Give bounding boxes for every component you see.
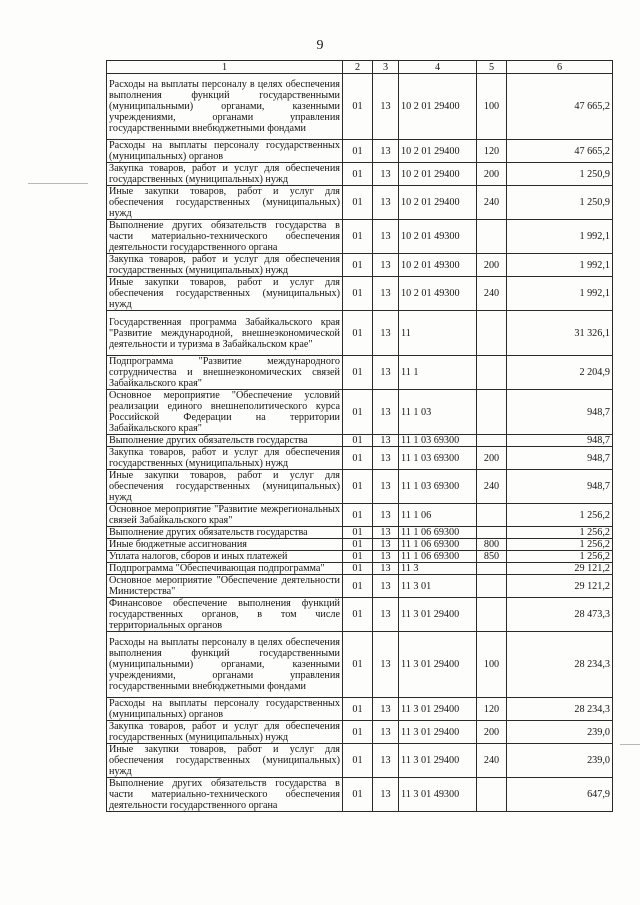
row-section-cell: 01 (343, 277, 373, 311)
row-section-cell: 01 (343, 744, 373, 778)
row-sum-cell: 948,7 (507, 447, 613, 470)
row-section-cell: 01 (343, 551, 373, 563)
row-subsection-cell: 13 (373, 140, 399, 163)
row-target-article-cell: 11 1 03 69300 (399, 435, 477, 447)
row-sum-cell: 1 992,1 (507, 254, 613, 277)
row-expense-type-cell: 120 (477, 698, 507, 721)
row-sum-cell: 948,7 (507, 390, 613, 435)
row-expense-type-cell: 200 (477, 721, 507, 744)
row-sum-cell: 29 121,2 (507, 575, 613, 598)
row-section-cell: 01 (343, 356, 373, 390)
row-name-cell: Государственная программа Забайкальского края "Развитие международной, внешнеэкономической деятельности и туризма в Забайкальском крае" (107, 311, 343, 356)
table-row (107, 575, 613, 598)
table-row (107, 447, 613, 470)
row-subsection-cell: 13 (373, 220, 399, 254)
row-subsection-cell: 13 (373, 390, 399, 435)
row-section-cell: 01 (343, 140, 373, 163)
row-expense-type-cell: 240 (477, 470, 507, 504)
row-section-cell: 01 (343, 539, 373, 551)
row-sum-cell: 31 326,1 (507, 311, 613, 356)
row-target-article-cell: 11 3 01 (399, 575, 477, 598)
row-sum-cell: 647,9 (507, 778, 613, 812)
row-sum-cell: 948,7 (507, 470, 613, 504)
row-expense-type-cell (477, 778, 507, 812)
table-row (107, 140, 613, 163)
row-section-cell: 01 (343, 163, 373, 186)
table-row (107, 632, 613, 698)
row-name-cell: Подпрограмма "Обеспечивающая подпрограмма" (107, 563, 343, 575)
row-sum-cell: 1 992,1 (507, 277, 613, 311)
table-row (107, 470, 613, 504)
row-target-article-cell: 11 3 01 49300 (399, 778, 477, 812)
row-target-article-cell: 11 (399, 311, 477, 356)
row-subsection-cell: 13 (373, 470, 399, 504)
scan-mark-left (28, 183, 88, 184)
header-col-target-article: 4 (399, 61, 477, 74)
header-row (107, 61, 613, 74)
row-sum-cell: 1 250,9 (507, 186, 613, 220)
table-row (107, 74, 613, 140)
budget-table (106, 60, 613, 812)
row-sum-cell: 47 665,2 (507, 74, 613, 140)
row-subsection-cell: 13 (373, 632, 399, 698)
table-row (107, 598, 613, 632)
table-row (107, 163, 613, 186)
header-col-sum: 6 (507, 61, 613, 74)
row-sum-cell: 1 250,9 (507, 163, 613, 186)
table-row (107, 254, 613, 277)
row-subsection-cell: 13 (373, 74, 399, 140)
row-sum-cell: 239,0 (507, 721, 613, 744)
row-section-cell: 01 (343, 632, 373, 698)
row-section-cell: 01 (343, 698, 373, 721)
row-expense-type-cell: 240 (477, 277, 507, 311)
row-target-article-cell: 11 3 01 29400 (399, 744, 477, 778)
row-name-cell: Основное мероприятие "Развитие межрегиональных связей Забайкальского края" (107, 504, 343, 527)
row-sum-cell: 948,7 (507, 435, 613, 447)
header-col-section: 2 (343, 61, 373, 74)
row-sum-cell: 28 234,3 (507, 632, 613, 698)
row-section-cell: 01 (343, 447, 373, 470)
row-expense-type-cell: 200 (477, 163, 507, 186)
table-row (107, 220, 613, 254)
table-row (107, 504, 613, 527)
table-row (107, 539, 613, 551)
row-expense-type-cell (477, 390, 507, 435)
table-row (107, 551, 613, 563)
row-subsection-cell: 13 (373, 698, 399, 721)
row-name-cell: Иные бюджетные ассигнования (107, 539, 343, 551)
row-subsection-cell: 13 (373, 778, 399, 812)
header-col-expense-type: 5 (477, 61, 507, 74)
row-target-article-cell: 11 1 06 69300 (399, 551, 477, 563)
table-row (107, 527, 613, 539)
row-subsection-cell: 13 (373, 721, 399, 744)
row-expense-type-cell: 100 (477, 632, 507, 698)
table-row (107, 744, 613, 778)
row-section-cell: 01 (343, 778, 373, 812)
row-section-cell: 01 (343, 186, 373, 220)
row-target-article-cell: 11 1 06 (399, 504, 477, 527)
row-subsection-cell: 13 (373, 435, 399, 447)
row-target-article-cell: 10 2 01 29400 (399, 140, 477, 163)
row-expense-type-cell: 120 (477, 140, 507, 163)
row-section-cell: 01 (343, 575, 373, 598)
row-expense-type-cell: 240 (477, 186, 507, 220)
row-sum-cell: 28 473,3 (507, 598, 613, 632)
row-section-cell: 01 (343, 254, 373, 277)
row-name-cell: Расходы на выплаты персоналу в целях обеспечения выполнения функций государственными (муниципальными) органами, казенными учреждениями, органами управления государственными внебюджетными фондами (107, 74, 343, 140)
row-target-article-cell: 10 2 01 29400 (399, 186, 477, 220)
row-name-cell: Расходы на выплаты персоналу государственных (муниципальных) органов (107, 140, 343, 163)
table-row (107, 721, 613, 744)
row-target-article-cell: 11 1 06 69300 (399, 539, 477, 551)
row-target-article-cell: 11 1 (399, 356, 477, 390)
row-expense-type-cell (477, 563, 507, 575)
row-subsection-cell: 13 (373, 598, 399, 632)
row-subsection-cell: 13 (373, 575, 399, 598)
row-target-article-cell: 11 1 06 69300 (399, 527, 477, 539)
row-section-cell: 01 (343, 504, 373, 527)
row-section-cell: 01 (343, 74, 373, 140)
table-row (107, 277, 613, 311)
table-row (107, 435, 613, 447)
row-expense-type-cell: 240 (477, 744, 507, 778)
row-name-cell: Уплата налогов, сборов и иных платежей (107, 551, 343, 563)
table-row (107, 186, 613, 220)
row-section-cell: 01 (343, 470, 373, 504)
row-expense-type-cell (477, 527, 507, 539)
row-name-cell: Иные закупки товаров, работ и услуг для обеспечения государственных (муниципальных) нужд (107, 470, 343, 504)
row-sum-cell: 29 121,2 (507, 563, 613, 575)
row-sum-cell: 1 256,2 (507, 527, 613, 539)
row-target-article-cell: 11 3 (399, 563, 477, 575)
row-target-article-cell: 11 1 03 69300 (399, 470, 477, 504)
row-sum-cell: 47 665,2 (507, 140, 613, 163)
row-expense-type-cell (477, 598, 507, 632)
table-row (107, 563, 613, 575)
row-section-cell: 01 (343, 390, 373, 435)
table-row (107, 311, 613, 356)
row-target-article-cell: 11 1 03 (399, 390, 477, 435)
row-name-cell: Подпрограмма "Развитие международного сотрудничества и внешнеэкономических связей Забайкальского края" (107, 356, 343, 390)
table-row (107, 778, 613, 812)
row-name-cell: Основное мероприятие "Обеспечение условий реализации единого внешнеполитического курса Российской Федерации на территории Забайкальского края" (107, 390, 343, 435)
row-sum-cell: 28 234,3 (507, 698, 613, 721)
row-section-cell: 01 (343, 311, 373, 356)
row-name-cell: Финансовое обеспечение выполнения функций государственных органов, в том числе территориальных органов (107, 598, 343, 632)
row-target-article-cell: 11 1 03 69300 (399, 447, 477, 470)
row-expense-type-cell: 200 (477, 254, 507, 277)
row-name-cell: Выполнение других обязательств государства (107, 527, 343, 539)
row-name-cell: Расходы на выплаты персоналу государственных (муниципальных) органов (107, 698, 343, 721)
row-subsection-cell: 13 (373, 563, 399, 575)
row-target-article-cell: 10 2 01 49300 (399, 254, 477, 277)
row-target-article-cell: 11 3 01 29400 (399, 698, 477, 721)
row-name-cell: Выполнение других обязательств государства в части материально-технического обеспечения деятельности государственного органа (107, 778, 343, 812)
row-sum-cell: 2 204,9 (507, 356, 613, 390)
row-subsection-cell: 13 (373, 163, 399, 186)
row-expense-type-cell (477, 311, 507, 356)
row-name-cell: Выполнение других обязательств государства в части материально-технического обеспечения деятельности государственного органа (107, 220, 343, 254)
row-target-article-cell: 11 3 01 29400 (399, 721, 477, 744)
row-sum-cell: 1 992,1 (507, 220, 613, 254)
row-name-cell: Иные закупки товаров, работ и услуг для обеспечения государственных (муниципальных) нужд (107, 277, 343, 311)
row-target-article-cell: 11 3 01 29400 (399, 632, 477, 698)
row-subsection-cell: 13 (373, 311, 399, 356)
row-subsection-cell: 13 (373, 504, 399, 527)
row-section-cell: 01 (343, 598, 373, 632)
row-name-cell: Закупка товаров, работ и услуг для обеспечения государственных (муниципальных) нужд (107, 254, 343, 277)
row-expense-type-cell (477, 504, 507, 527)
row-expense-type-cell: 800 (477, 539, 507, 551)
row-name-cell: Основное мероприятие "Обеспечение деятельности Министерства" (107, 575, 343, 598)
row-expense-type-cell: 200 (477, 447, 507, 470)
header-col-subsection: 3 (373, 61, 399, 74)
row-name-cell: Выполнение других обязательств государства (107, 435, 343, 447)
row-expense-type-cell (477, 435, 507, 447)
table-body (107, 74, 613, 812)
row-expense-type-cell (477, 575, 507, 598)
header-col-name: 1 (107, 61, 343, 74)
row-section-cell: 01 (343, 563, 373, 575)
row-target-article-cell: 10 2 01 29400 (399, 163, 477, 186)
row-target-article-cell: 10 2 01 29400 (399, 74, 477, 140)
row-subsection-cell: 13 (373, 254, 399, 277)
row-sum-cell: 1 256,2 (507, 539, 613, 551)
table-row (107, 698, 613, 721)
row-subsection-cell: 13 (373, 356, 399, 390)
row-expense-type-cell (477, 220, 507, 254)
row-target-article-cell: 10 2 01 49300 (399, 220, 477, 254)
row-expense-type-cell (477, 356, 507, 390)
row-subsection-cell: 13 (373, 744, 399, 778)
row-subsection-cell: 13 (373, 527, 399, 539)
row-expense-type-cell: 850 (477, 551, 507, 563)
row-subsection-cell: 13 (373, 551, 399, 563)
row-section-cell: 01 (343, 721, 373, 744)
table-row (107, 356, 613, 390)
row-expense-type-cell: 100 (477, 74, 507, 140)
row-name-cell: Закупка товаров, работ и услуг для обеспечения государственных (муниципальных) нужд (107, 163, 343, 186)
row-name-cell: Иные закупки товаров, работ и услуг для обеспечения государственных (муниципальных) нужд (107, 186, 343, 220)
row-section-cell: 01 (343, 220, 373, 254)
row-name-cell: Расходы на выплаты персоналу в целях обеспечения выполнения функций государственными (муниципальными) органами, казенными учреждениями, органами управления государственными внебюджетными фондами (107, 632, 343, 698)
row-sum-cell: 1 256,2 (507, 551, 613, 563)
row-subsection-cell: 13 (373, 539, 399, 551)
row-subsection-cell: 13 (373, 277, 399, 311)
row-name-cell: Закупка товаров, работ и услуг для обеспечения государственных (муниципальных) нужд (107, 721, 343, 744)
row-sum-cell: 239,0 (507, 744, 613, 778)
row-section-cell: 01 (343, 435, 373, 447)
row-name-cell: Закупка товаров, работ и услуг для обеспечения государственных (муниципальных) нужд (107, 447, 343, 470)
row-target-article-cell: 11 3 01 29400 (399, 598, 477, 632)
scan-mark-right (620, 744, 640, 745)
row-sum-cell: 1 256,2 (507, 504, 613, 527)
row-subsection-cell: 13 (373, 447, 399, 470)
row-subsection-cell: 13 (373, 186, 399, 220)
row-name-cell: Иные закупки товаров, работ и услуг для обеспечения государственных (муниципальных) нужд (107, 744, 343, 778)
table-row (107, 390, 613, 435)
row-target-article-cell: 10 2 01 49300 (399, 277, 477, 311)
row-section-cell: 01 (343, 527, 373, 539)
page-number: 9 (316, 38, 324, 53)
